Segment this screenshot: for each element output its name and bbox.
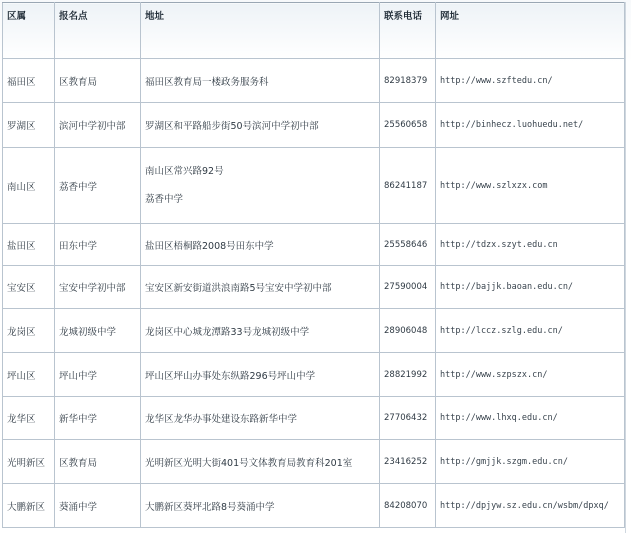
table-row bbox=[3, 353, 625, 397]
cell-phone: 82918379 bbox=[380, 59, 436, 103]
cell-site: 龙城初级中学 bbox=[55, 309, 141, 353]
header-site: 报名点 bbox=[55, 3, 141, 59]
header-url: 网址 bbox=[436, 3, 625, 59]
cell-address: 大鹏新区葵坪北路8号葵涌中学 bbox=[141, 484, 380, 528]
cell-district: 大鹏新区 bbox=[3, 484, 55, 528]
table-row bbox=[3, 103, 625, 148]
cell-site: 滨河中学初中部 bbox=[55, 103, 141, 148]
cell-site: 荔香中学 bbox=[55, 148, 141, 224]
cell-url[interactable]: http://www.szpszx.cn/ bbox=[436, 353, 625, 397]
table-row bbox=[3, 224, 625, 266]
cell-site: 新华中学 bbox=[55, 397, 141, 440]
header-phone: 联系电话 bbox=[380, 3, 436, 59]
cell-phone: 25560658 bbox=[380, 103, 436, 148]
cell-address: 罗湖区和平路船步街50号滨河中学初中部 bbox=[141, 103, 380, 148]
address-spacer bbox=[145, 179, 379, 193]
cell-url[interactable]: http://www.lhxq.edu.cn/ bbox=[436, 397, 625, 440]
cell-site: 宝安中学初中部 bbox=[55, 266, 141, 309]
cell-phone: 84208070 bbox=[380, 484, 436, 528]
address-line: 南山区常兴路92号 bbox=[145, 165, 224, 177]
cell-site: 区教育局 bbox=[55, 440, 141, 484]
header-address: 地址 bbox=[141, 3, 380, 59]
header-district: 区属 bbox=[3, 3, 55, 59]
address-line: 荔香中学 bbox=[145, 193, 184, 205]
cell-url[interactable]: http://dpjyw.sz.edu.cn/wsbm/dpxq/ bbox=[436, 484, 625, 528]
cell-url[interactable]: http://lccz.szlg.edu.cn/ bbox=[436, 309, 625, 353]
cell-site: 田东中学 bbox=[55, 224, 141, 266]
cell-phone: 25558646 bbox=[380, 224, 436, 266]
cell-address bbox=[141, 148, 380, 224]
table-row bbox=[3, 266, 625, 309]
cell-phone: 27590004 bbox=[380, 266, 436, 309]
table-row bbox=[3, 59, 625, 103]
cell-url[interactable]: http://tdzx.szyt.edu.cn bbox=[436, 224, 625, 266]
cell-phone: 28821992 bbox=[380, 353, 436, 397]
cell-phone: 27706432 bbox=[380, 397, 436, 440]
cell-phone: 28906048 bbox=[380, 309, 436, 353]
table-row bbox=[3, 148, 625, 224]
cell-address: 宝安区新安街道洪浪南路5号宝安中学初中部 bbox=[141, 266, 380, 309]
registration-sites-table bbox=[2, 2, 625, 528]
cell-url[interactable]: http://bajjk.baoan.edu.cn/ bbox=[436, 266, 625, 309]
table-row bbox=[3, 440, 625, 484]
cell-site: 坪山中学 bbox=[55, 353, 141, 397]
cell-site: 葵涌中学 bbox=[55, 484, 141, 528]
cell-url[interactable]: http://gmjjk.szgm.edu.cn/ bbox=[436, 440, 625, 484]
cell-district: 坪山区 bbox=[3, 353, 55, 397]
cell-address: 龙华区龙华办事处建设东路新华中学 bbox=[141, 397, 380, 440]
cell-address: 福田区教育局一楼政务服务科 bbox=[141, 59, 380, 103]
right-divider bbox=[625, 2, 626, 533]
cell-phone: 23416252 bbox=[380, 440, 436, 484]
cell-phone: 86241187 bbox=[380, 148, 436, 224]
cell-url[interactable]: http://www.szlxzx.com bbox=[436, 148, 625, 224]
cell-district: 罗湖区 bbox=[3, 103, 55, 148]
cell-district: 龙岗区 bbox=[3, 309, 55, 353]
cell-district: 福田区 bbox=[3, 59, 55, 103]
cell-district: 龙华区 bbox=[3, 397, 55, 440]
table-row bbox=[3, 484, 625, 528]
cell-district: 宝安区 bbox=[3, 266, 55, 309]
cell-district: 盐田区 bbox=[3, 224, 55, 266]
cell-address: 盐田区梧桐路2008号田东中学 bbox=[141, 224, 380, 266]
cell-url[interactable]: http://binhecz.luohuedu.net/ bbox=[436, 103, 625, 148]
cell-district: 南山区 bbox=[3, 148, 55, 224]
table-header-row bbox=[3, 3, 625, 59]
cell-district: 光明新区 bbox=[3, 440, 55, 484]
cell-address: 光明新区光明大街401号文体教育局教育科201室 bbox=[141, 440, 380, 484]
cell-address: 龙岗区中心城龙潭路33号龙城初级中学 bbox=[141, 309, 380, 353]
table-row bbox=[3, 309, 625, 353]
cell-address: 坪山区坪山办事处东纵路296号坪山中学 bbox=[141, 353, 380, 397]
table-row bbox=[3, 397, 625, 440]
cell-url[interactable]: http://www.szftedu.cn/ bbox=[436, 59, 625, 103]
cell-site: 区教育局 bbox=[55, 59, 141, 103]
